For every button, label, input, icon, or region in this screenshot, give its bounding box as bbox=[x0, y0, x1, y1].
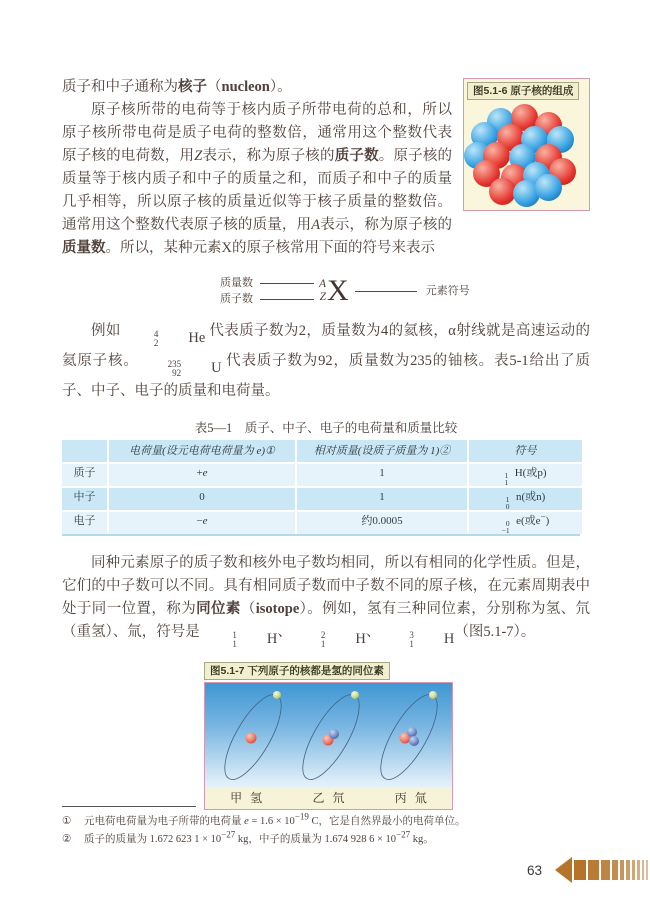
figure-5-1-6-caption: 图5.1-6 原子核的组成 bbox=[467, 82, 579, 100]
footnote-marker: ② bbox=[62, 834, 72, 845]
table-cell bbox=[109, 512, 295, 534]
page-edge-arrow-icon bbox=[555, 857, 650, 883]
nuclide-notation-diagram bbox=[220, 273, 590, 309]
proton-number-line bbox=[260, 299, 314, 300]
table-row-name: 中子 bbox=[62, 488, 107, 510]
atom-2 bbox=[292, 687, 369, 787]
footnote bbox=[62, 831, 596, 849]
electron-sphere bbox=[429, 691, 437, 699]
nuclide-symbol: 1 0 bbox=[505, 495, 510, 511]
text-segment: ）。例如，氢有三种同位素，分别称为氢、氘（重氢）、氚，符号是 bbox=[62, 601, 591, 640]
arrowhead-icon bbox=[555, 857, 572, 883]
footnote-marker: ① bbox=[62, 816, 72, 827]
nuclide-symbol: 235 92 U bbox=[167, 359, 222, 378]
text-segment: 同种元素原子的质子数和核外电子数均相同，所以有相同的化学性质。但是，它们的中子数可以不同。具有相同质子数而中子数不同的原子核，在元素周期表中处于同一位置，称为 bbox=[62, 555, 590, 617]
page-footer bbox=[527, 855, 650, 885]
neutron-sphere bbox=[535, 174, 562, 201]
table-cell bbox=[469, 464, 582, 486]
figure-5-1-7-caption: 图5.1-7 下列原子的核都是氢的同位素 bbox=[204, 662, 390, 680]
text-segment: 0 bbox=[199, 491, 205, 503]
text-segment: ）。 bbox=[269, 79, 292, 95]
table-cell: 1 bbox=[297, 464, 467, 486]
text-segment: e bbox=[202, 467, 208, 479]
arrow-bar bbox=[588, 860, 599, 880]
nuclide-symbol: 2 1 H bbox=[320, 630, 366, 649]
text-segment: − bbox=[540, 511, 546, 522]
text-segment: 、 bbox=[365, 624, 381, 640]
nuclide-symbol: 4 2 He bbox=[153, 329, 206, 348]
nuclide-symbol: 1 1 H bbox=[232, 630, 278, 649]
atom-1 bbox=[214, 687, 291, 787]
text-segment: 。原子核的质量等于核内质子和中子的质量之和，而质子和中子的质量几乎相等，所以原子核的质量近似等于核子质量的整数倍。通常用这个整数代表原子核的质量，用 bbox=[62, 148, 453, 233]
arrow-bar bbox=[646, 860, 648, 880]
table-cell: 约0.0005 bbox=[297, 512, 467, 534]
nuclide-symbol: 0 −1 bbox=[501, 519, 510, 535]
footnote-divider bbox=[62, 806, 196, 807]
neutron-sphere bbox=[329, 729, 339, 739]
text-segment: 。所以，某种元素X的原子核常用下面的符号来表示 bbox=[105, 240, 435, 256]
proton-sphere bbox=[489, 178, 516, 205]
arrow-bar bbox=[632, 860, 635, 880]
text-segment: isotope bbox=[255, 601, 300, 617]
footnote-text bbox=[84, 831, 596, 849]
isotope-label: 甲 氢 bbox=[230, 790, 263, 805]
table-caption: 表5—1 质子、中子、电子的电荷量和质量比较 bbox=[194, 421, 458, 435]
arrow-bar bbox=[637, 860, 640, 880]
text-segment: 代表质子数为92，质量数为235的铀核。表5-1给出了质子、中子、电子的质量和电荷量。 bbox=[62, 353, 591, 399]
footnotes bbox=[62, 813, 596, 849]
text-segment: 例如 bbox=[91, 323, 125, 339]
text-segment: C，它是自然界最小的电荷单位。 bbox=[308, 816, 466, 827]
isotope-label-strip bbox=[205, 787, 452, 809]
text-segment: 表示，称为原子核的 bbox=[202, 148, 335, 164]
text-segment: 同位素 bbox=[196, 601, 241, 617]
isotope-label: 乙 氘 bbox=[312, 790, 345, 805]
proton-number-label: 质子数 bbox=[220, 293, 253, 305]
text-segment: kg，中子的质量为 1.674 928 6 × 10 bbox=[235, 834, 397, 845]
table-cell: 1 bbox=[297, 488, 467, 510]
arrow-bar bbox=[601, 860, 610, 880]
text-segment: （ bbox=[240, 601, 256, 617]
paragraph-isotope bbox=[62, 552, 590, 651]
particle-comparison-table bbox=[62, 440, 580, 536]
element-symbol-label: 元素符号 bbox=[425, 284, 470, 297]
text-segment: − bbox=[196, 515, 203, 527]
proton-number-symbol: Z bbox=[319, 291, 327, 303]
text-segment: + bbox=[196, 467, 203, 479]
text-segment: 表示，称为原子核的 bbox=[320, 217, 453, 233]
table-cell bbox=[109, 488, 295, 510]
neutron-sphere bbox=[409, 736, 419, 746]
text-segment: = 1.6 × 10 bbox=[248, 816, 295, 827]
text-segment: （图5.1-7）。 bbox=[454, 624, 536, 640]
isotope-illustration-box bbox=[204, 682, 453, 810]
text-segment: 核子 bbox=[178, 79, 207, 95]
nucleus-cluster-illustration bbox=[472, 105, 582, 205]
isotope-atoms-drawing bbox=[205, 683, 452, 787]
text-segment: Z bbox=[194, 148, 203, 164]
text-segment: 质子数 bbox=[334, 148, 379, 164]
text-segment: e bbox=[202, 515, 208, 527]
text-segment: （ bbox=[207, 79, 222, 95]
figure-hydrogen-isotopes bbox=[204, 659, 453, 810]
atom-3 bbox=[370, 687, 447, 787]
footnote bbox=[62, 813, 596, 831]
electron-sphere bbox=[351, 691, 359, 699]
text-segment: kg。 bbox=[410, 834, 434, 845]
text-segment: −27 bbox=[396, 829, 411, 840]
nuclide-symbol: 1 1 bbox=[504, 471, 509, 487]
text-segment: ) bbox=[545, 515, 550, 527]
table-header-cell: 相对质量(设质子质量为 1)② bbox=[297, 440, 467, 462]
page-number: 63 bbox=[526, 862, 542, 878]
text-segment: 原子核所带的电荷等于核内质子所带电荷的总和，所以原子核所带电荷是质子电荷的整数倍，通常用这个整数代表原子核的电荷数，用 bbox=[62, 102, 452, 164]
footnote-text bbox=[84, 813, 596, 831]
element-symbol-x: X bbox=[327, 274, 349, 307]
proton-sphere bbox=[246, 733, 257, 744]
figure-nucleus-composition bbox=[463, 78, 590, 211]
element-symbol-line bbox=[355, 291, 417, 292]
arrow-bar bbox=[620, 860, 624, 880]
nuclide-symbol: 3 1 H bbox=[409, 630, 455, 649]
neutron-sphere bbox=[407, 727, 417, 737]
table-row-name: 质子 bbox=[62, 464, 107, 486]
paragraph-examples bbox=[62, 320, 590, 403]
table-cell bbox=[109, 464, 295, 486]
text-segment: 代表质子数为2，质量数为4的氦核，α射线就是高速运动的氦原子核。 bbox=[62, 323, 590, 369]
text-segment: H(或p) bbox=[514, 467, 547, 479]
text-segment: e bbox=[244, 816, 249, 827]
mass-number-symbol: A bbox=[319, 278, 327, 290]
arrow-bar bbox=[626, 860, 630, 880]
text-segment: 元电荷电荷量为电子所带的电荷量 bbox=[84, 816, 245, 827]
arrow-bar bbox=[574, 860, 586, 880]
arrow-bar bbox=[642, 860, 644, 880]
text-segment: e(或e bbox=[516, 515, 541, 527]
text-segment: −27 bbox=[221, 829, 236, 840]
text-segment: nucleon bbox=[221, 79, 270, 95]
electron-sphere bbox=[273, 691, 281, 699]
arrow-bar bbox=[612, 860, 618, 880]
isotope-label: 丙 氚 bbox=[394, 790, 427, 805]
table-cell bbox=[469, 512, 582, 534]
text-segment: −19 bbox=[294, 811, 309, 822]
table-header-cell bbox=[62, 440, 107, 462]
text-segment: 质子的质量为 1.672 623 1 × 10 bbox=[84, 834, 222, 845]
page-content bbox=[62, 76, 590, 810]
table-header-cell: 电荷量(设元电荷电荷量为 e)① bbox=[109, 440, 295, 462]
table-row-name: 电子 bbox=[62, 512, 107, 534]
text-segment: 质量数 bbox=[62, 240, 106, 256]
mass-number-label: 质量数 bbox=[220, 277, 253, 289]
text-segment: n(或n) bbox=[515, 491, 546, 503]
table-cell bbox=[469, 488, 582, 510]
table-header-cell: 符号 bbox=[469, 440, 582, 462]
text-segment: 质子和中子通称为 bbox=[62, 79, 178, 95]
text-segment: 、 bbox=[277, 624, 292, 640]
mass-number-line bbox=[260, 283, 314, 284]
text-segment: A bbox=[311, 217, 321, 233]
